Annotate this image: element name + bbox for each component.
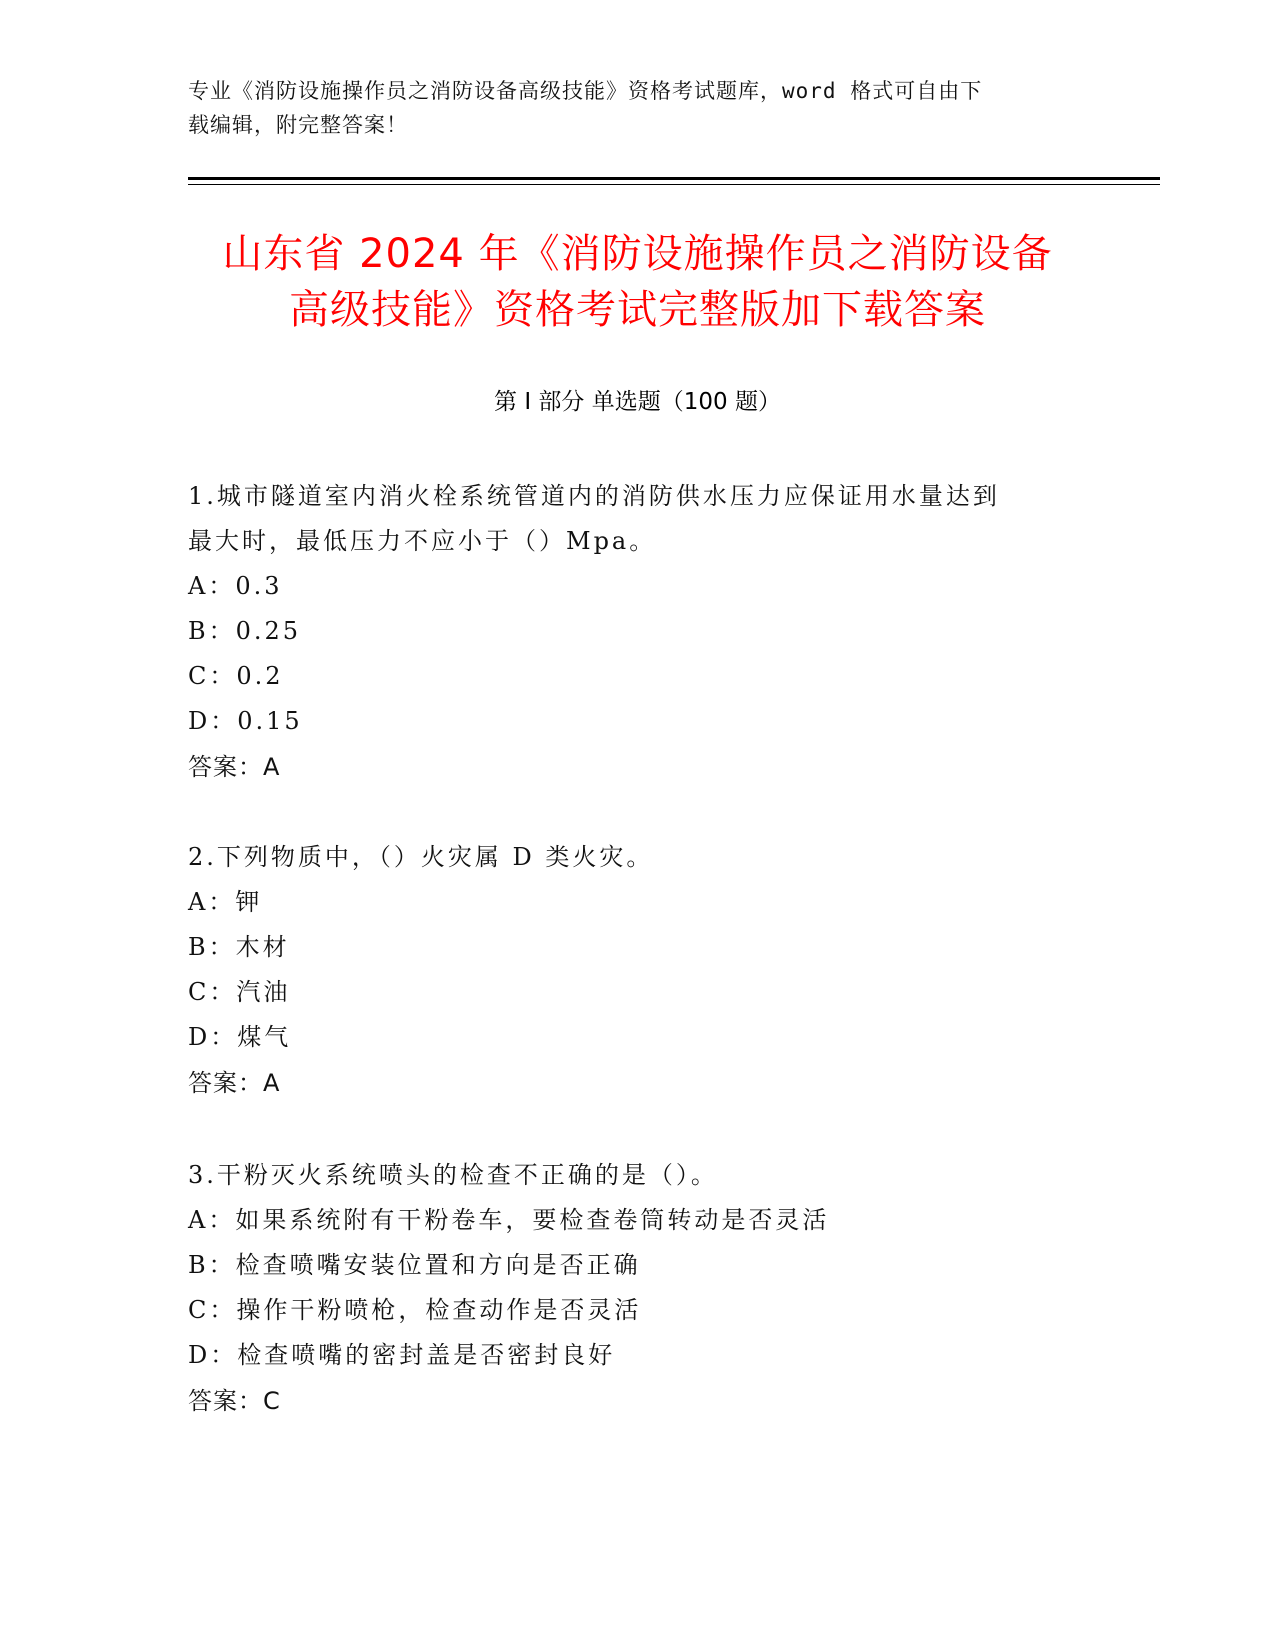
option-a: A：如果系统附有干粉卷车，要检查卷筒转动是否灵活 xyxy=(188,1206,830,1234)
question-stem: 1.城市隧道室内消火栓系统管道内的消防供水压力应保证用水量达到 xyxy=(188,482,1000,510)
answer: 答案：C xyxy=(188,1387,281,1415)
answer: 答案：A xyxy=(188,1069,281,1097)
question-stem: 最大时，最低压力不应小于（）Mpa。 xyxy=(188,527,657,555)
question-1 xyxy=(188,474,1068,790)
question-2 xyxy=(188,835,1068,1106)
option-a: A：0.3 xyxy=(188,572,283,600)
option-d: D：煤气 xyxy=(188,1023,292,1051)
option-c: C：汽油 xyxy=(188,978,291,1006)
document-title-line: 高级技能》资格考试完整版加下载答案 xyxy=(289,287,986,333)
header-note-line: 专业《消防设施操作员之消防设备高级技能》资格考试题库，word 格式可自由下 xyxy=(188,79,983,103)
option-b: B：木材 xyxy=(188,933,290,961)
option-b: B：检查喷嘴安装位置和方向是否正确 xyxy=(188,1251,641,1279)
question-stem: 3.干粉灭火系统喷头的检查不正确的是（）。 xyxy=(188,1161,718,1189)
question-3 xyxy=(188,1153,1068,1424)
document-title xyxy=(170,226,1105,338)
question-stem: 2.下列物质中，（）火灾属 D 类火灾。 xyxy=(188,843,654,871)
option-d: D：检查喷嘴的密封盖是否密封良好 xyxy=(188,1341,616,1369)
header-note-line: 载编辑，附完整答案！ xyxy=(188,113,408,137)
option-d: D：0.15 xyxy=(188,707,303,735)
option-b: B：0.25 xyxy=(188,617,302,645)
section-title: 第 I 部分 单选题（100 题） xyxy=(494,389,781,415)
header-divider-thin xyxy=(188,184,1160,185)
answer: 答案：A xyxy=(188,753,281,781)
option-a: A：钾 xyxy=(188,888,263,916)
document-title-line: 山东省 2024 年《消防设施操作员之消防设备 xyxy=(222,231,1053,277)
option-c: C：0.2 xyxy=(188,662,284,690)
option-c: C：操作干粉喷枪，检查动作是否灵活 xyxy=(188,1296,642,1324)
header-note xyxy=(188,74,1088,142)
header-divider xyxy=(188,177,1160,180)
